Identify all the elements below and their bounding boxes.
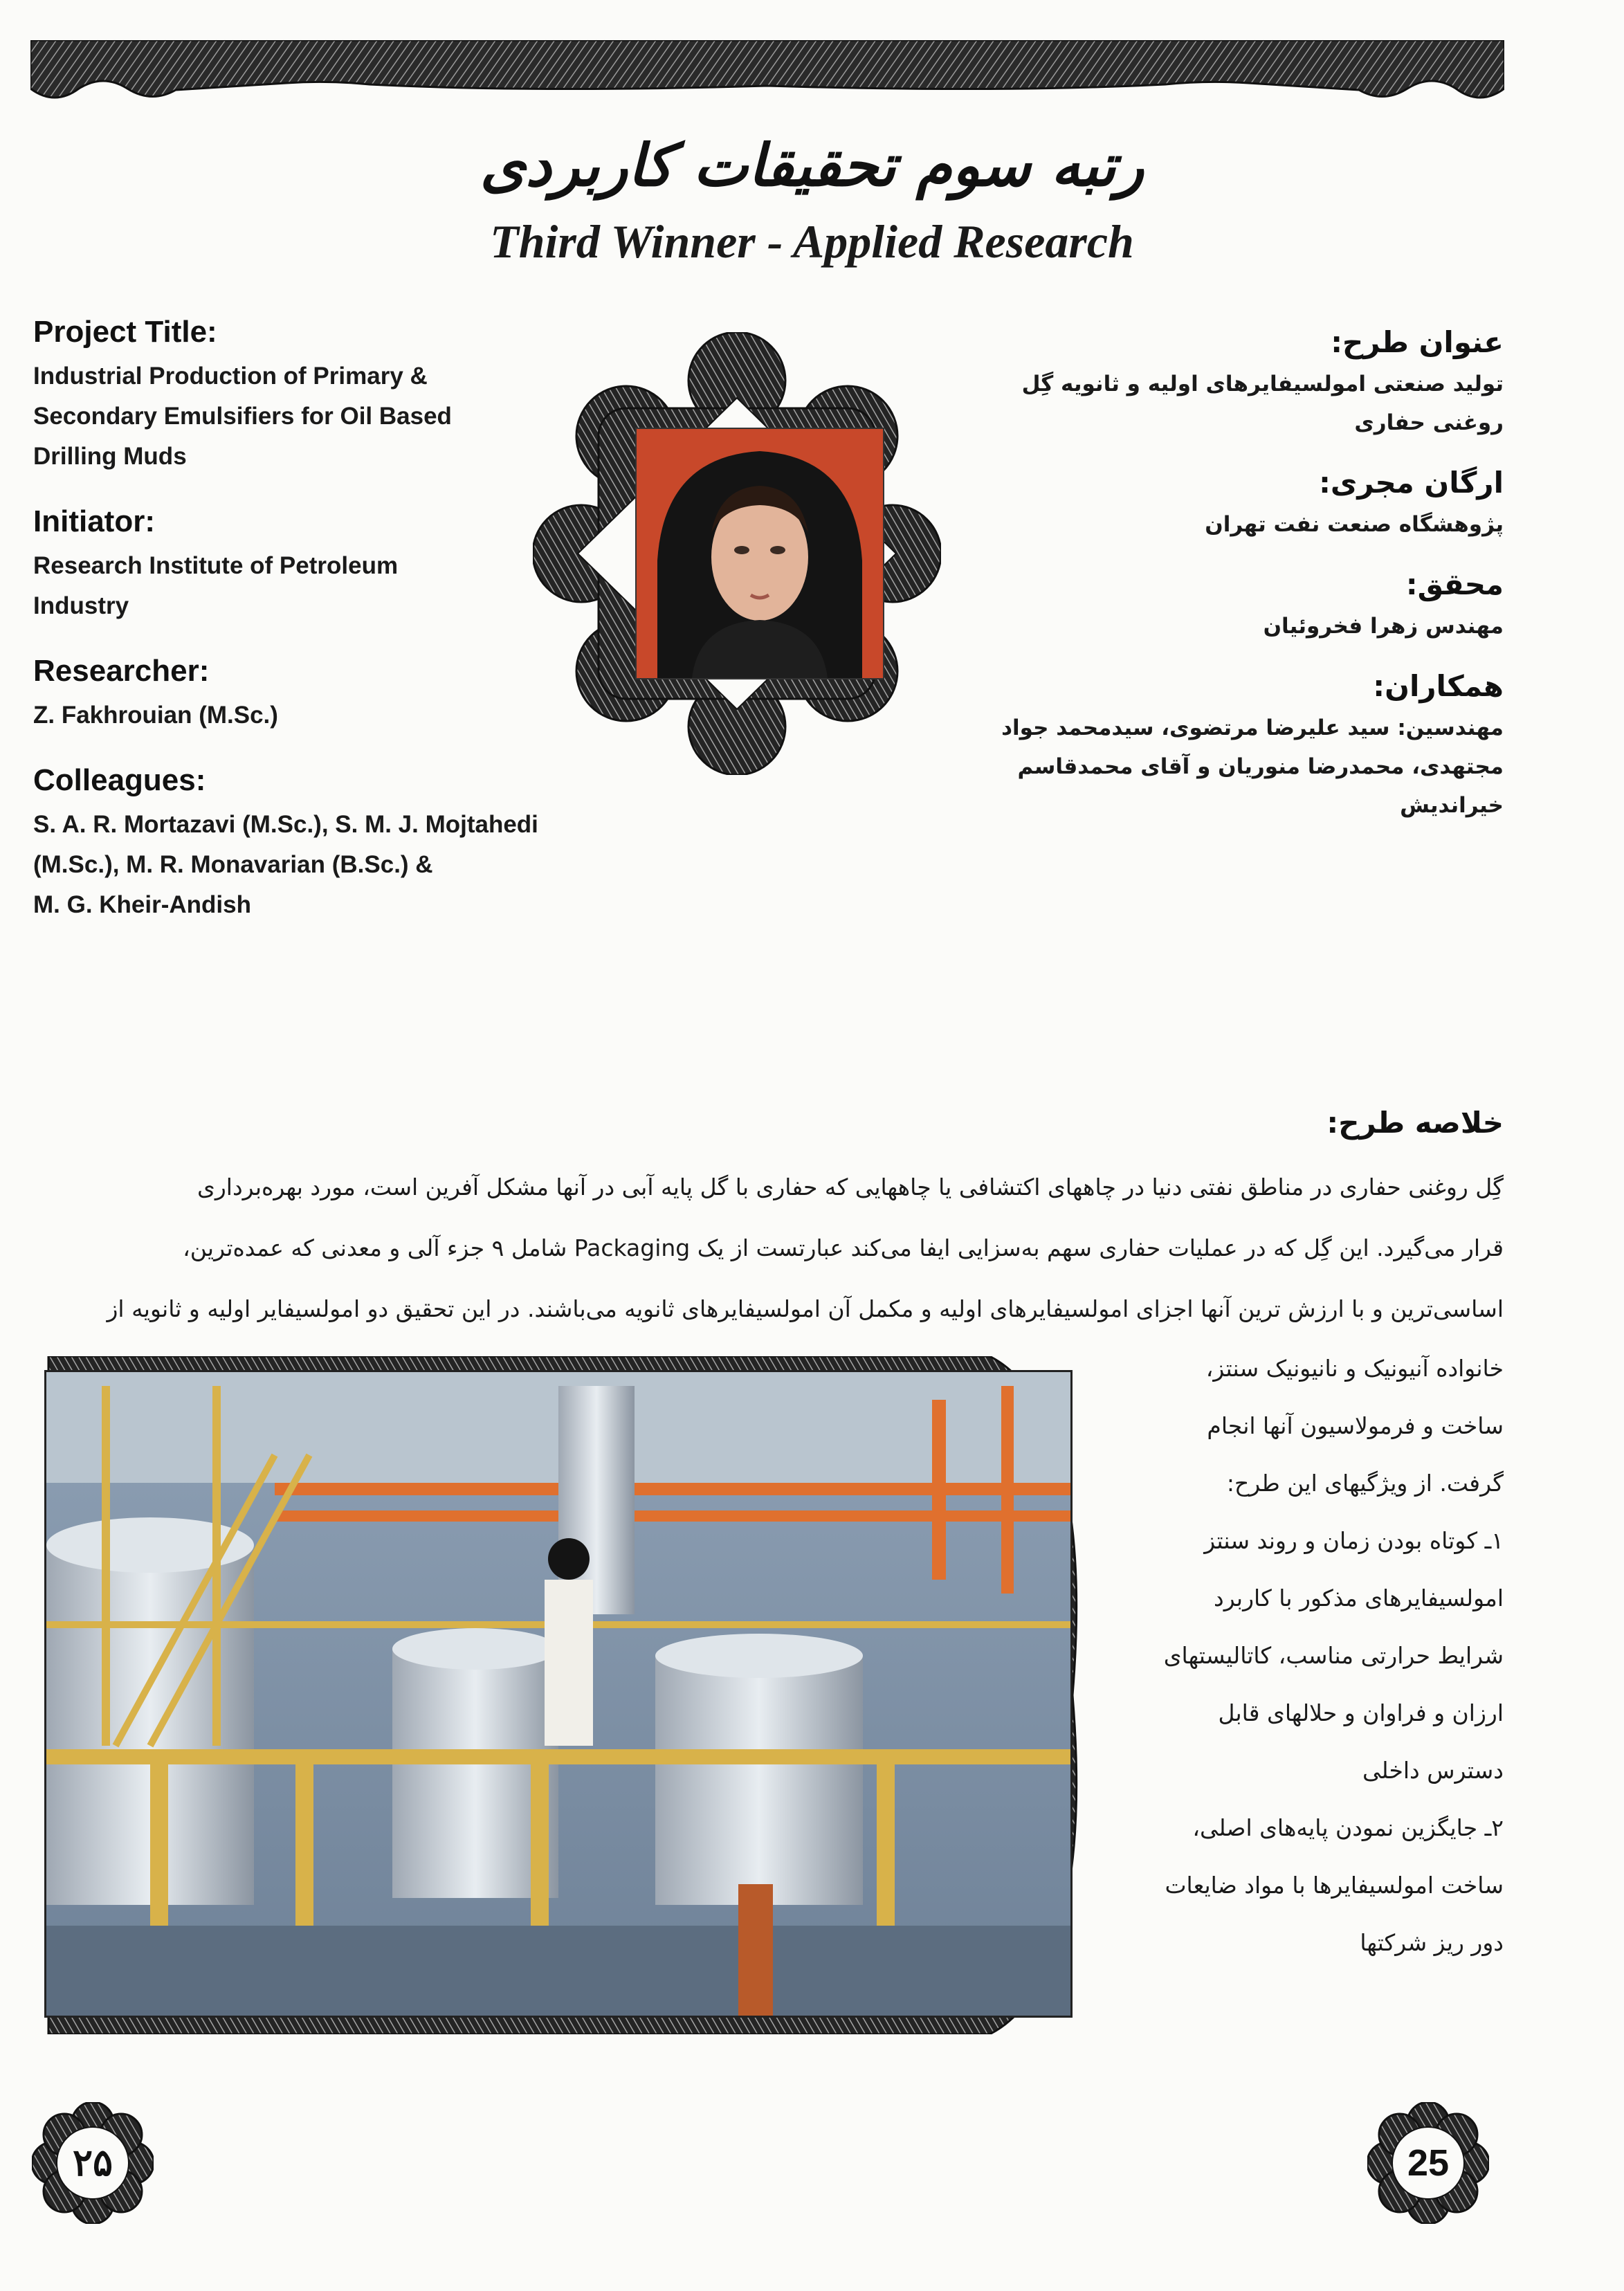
en-colleagues-line: S. A. R. Mortazavi (M.Sc.), S. M. J. Mojtahedi	[33, 811, 538, 838]
en-project-title-line: Secondary Emulsifiers for Oil Based	[33, 403, 452, 430]
summary-side-line: دور ریز شرکتها	[1360, 1929, 1504, 1956]
en-initiator-line: Research Institute of Petroleum	[33, 552, 399, 579]
fa-colleagues-line: مجتهدی، محمدرضا منوریان و آقای محمدقاسم خیراندیش	[1017, 754, 1504, 818]
fa-researcher-block	[909, 567, 1504, 646]
en-colleagues-line: (M.Sc.), M. R. Monavarian (B.Sc.) &	[33, 851, 433, 878]
summary-side-line: ساخت امولسیفایرها با مواد ضایعات	[1165, 1872, 1504, 1899]
en-researcher-value: Z. Fakhrouian (M.Sc.)	[33, 702, 278, 729]
researcher-portrait-photo	[635, 428, 884, 679]
page-number-right: 25	[1407, 2142, 1450, 2184]
summary-side-line: ارزان و فراوان و حلالهای قابل	[1218, 1699, 1504, 1726]
summary-side-line: گرفت. از ویژگیهای این طرح:	[1226, 1470, 1504, 1497]
summary-side-line: ساخت و فرمولاسیون آنها انجام	[1207, 1412, 1504, 1439]
summary-paragraph-side-column	[1092, 1340, 1504, 1971]
fa-project-title-line: تولید صنعتی امولسیفایرهای اولیه و ثانویه گِل	[1021, 372, 1504, 396]
page-number-left: ۲۵	[72, 2142, 113, 2184]
en-initiator-line: Industry	[33, 592, 129, 619]
en-project-title-label: Project Title:	[33, 315, 217, 349]
fa-project-title-block	[909, 325, 1504, 442]
fa-project-title-line: روغنی حفاری	[1354, 410, 1504, 435]
fa-researcher-value: مهندس زهرا فخروئیان	[1263, 614, 1504, 639]
summary-side-line: شرایط حرارتی مناسب، کاتالیستهای	[1163, 1642, 1504, 1669]
persian-title: رتبه سوم تحقیقات کاربردی	[480, 131, 1144, 199]
en-project-title-line: Industrial Production of Primary &	[33, 363, 428, 390]
industrial-plant-photo	[44, 1370, 1073, 2018]
en-colleagues-block	[33, 763, 628, 925]
page-number-right-badge	[1367, 2102, 1489, 2224]
summary-side-line: ۱ـ کوتاه بودن زمان و روند سنتز	[1204, 1527, 1504, 1554]
fa-researcher-label: محقق:	[1405, 567, 1504, 601]
en-colleagues-label: Colleagues:	[33, 763, 206, 797]
en-initiator-label: Initiator:	[33, 504, 155, 538]
fa-initiator-value: پژوهشگاه صنعت نفت تهران	[1205, 512, 1504, 537]
summary-side-line: خانواده آنیونیک و نانیونیک سنتز،	[1205, 1355, 1504, 1382]
fa-initiator-label: ارگان مجری:	[1319, 466, 1504, 500]
en-project-title-line: Drilling Muds	[33, 443, 187, 470]
persian-info-column	[909, 325, 1504, 848]
english-title: Third Winner - Applied Research	[490, 215, 1134, 268]
fa-colleagues-block	[909, 669, 1504, 825]
summary-side-line: ۲ـ جایگزین نمودن پایه‌های اصلی،	[1192, 1814, 1504, 1841]
fa-project-title-label: عنوان طرح:	[1331, 325, 1504, 359]
summary-side-line: دسترس داخلی	[1362, 1757, 1504, 1784]
fa-colleagues-label: همکاران:	[1373, 669, 1504, 703]
page-number-left-badge	[32, 2102, 154, 2224]
summary-paragraph-full-width	[25, 1157, 1504, 1340]
fa-initiator-block	[909, 466, 1504, 544]
summary-line: گِل روغنی حفاری در مناطق نفتی دنیا در چاههای اکتشافی یا چاههایی که حفاری با گل پایه آبی در آنها مشکل آفرین است، مورد بهره‌برداری	[197, 1174, 1504, 1201]
fa-colleagues-line: مهندسین: سید علیرضا مرتضوی، سیدمحمد جواد	[1001, 715, 1504, 740]
en-researcher-label: Researcher:	[33, 654, 210, 688]
summary-line: قرار می‌گیرد. این گِل که در عملیات حفاری سهم به‌سزایی ایفا می‌کند عبارتست از یک Packaging شامل ۹ جزء آلی و معدنی که عمده‌ترین،	[183, 1234, 1504, 1261]
decorative-top-banner	[30, 40, 1504, 107]
summary-heading: خلاصه طرح:	[1326, 1106, 1504, 1140]
summary-line: اساسی‌ترین و با ارزش ترین آنها اجزای امولسیفایرهای اولیه و مکمل آن امولسیفایرهای ثانویه می‌باشند. در این تحقیق دو امولسیفایر اولیه و ثانویه از	[107, 1295, 1504, 1322]
en-colleagues-line: M. G. Kheir-Andish	[33, 891, 251, 918]
summary-side-line: امولسیفایرهای مذکور با کاربرد	[1214, 1585, 1504, 1612]
